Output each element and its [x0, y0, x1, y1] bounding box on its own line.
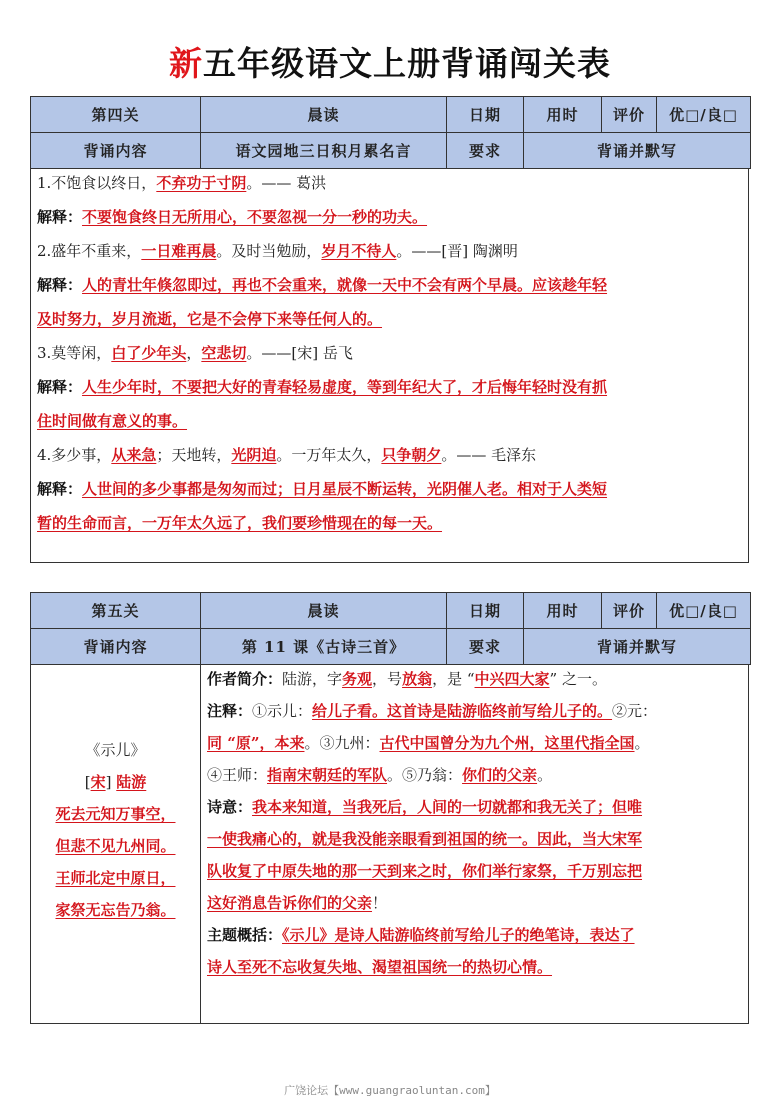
theme-summary: 主题概括：《示儿》是诗人陆游临终前写给儿子的绝笔诗，表达了: [207, 926, 635, 944]
date-label: 日期: [447, 97, 524, 133]
explanation-4: 解释：人世间的多少事都是匆匆而过；日月星辰不断运转，光阴催人老。相对于人类短: [37, 480, 608, 498]
date-label: 日期: [447, 593, 524, 629]
quote-1: 1.不饱食以终日，不弃功于寸阴。—— 葛洪: [37, 174, 327, 192]
requirement-value: 背诵并默写: [524, 133, 751, 169]
content-value: 语文园地三日积月累名言: [201, 133, 447, 169]
quote-4: 4.多少事，从来急；天地转，光阴迫。一万年太久，只争朝夕。—— 毛泽东: [37, 446, 537, 464]
time-label: 用时: [524, 593, 602, 629]
requirement-value: 背诵并默写: [524, 629, 751, 665]
poem-author: [宋] 陆游: [84, 773, 147, 791]
explanation-1: 解释：不要饱食终日无所用心，不要忽视一分一秒的功夫。: [37, 208, 428, 226]
level4-header-table: [30, 96, 751, 169]
poem-line: 家祭无忘告乃翁。: [55, 901, 176, 919]
level-label: 第四关: [31, 97, 201, 133]
poem-line: 但悲不见九州同。: [55, 837, 176, 855]
grade-checkboxes[interactable]: 优□/良□: [657, 97, 751, 133]
eval-label: 评价: [602, 593, 657, 629]
requirement-label: 要求: [447, 629, 524, 665]
session-label: 晨读: [201, 97, 447, 133]
author-intro: 作者简介：陆游，字务观，号放翁，是 “中兴四大家” 之一。: [207, 670, 607, 688]
grade-checkboxes[interactable]: 优□/良□: [657, 593, 751, 629]
quote-3: 3.莫等闲，白了少年头，空悲切。——[宋] 岳飞: [37, 344, 353, 362]
footer-watermark: 广饶论坛【www.guangraoluntan.com】: [284, 1084, 496, 1097]
level4-content: 1.不饱食以终日，不弃功于寸阴。—— 葛洪 解释：不要饱食终日无所用心，不要忽视一分一秒的功夫。 2.盛年不重来，一日难再晨。及时当勉励，岁月不待人。——[晋] 陶渊明 解释：人的青壮年倏忽即过，再也不会重来，就像一天中不会有两个早晨。应该趁年轻 及时努力，岁月流逝，它是不会停下来等任何人的。 3.莫等闲，白了少年头，空悲切。——[宋] 岳飞 解释：人生少年时，不要把大好的青春轻易虚度，等到年纪大了，才后悔年轻时没有抓 住时间做有意义的事。 4.多少事，从来急；天地转，光阴迫。一万年太久，只争朝夕。—— 毛泽东 解释：人世间的多少事都是匆匆而过；日月星辰不断运转，光阴催人老。相对于人类短 暂的生命而言，一万年太久远了，我们要珍惜现在的每一天。: [30, 168, 749, 563]
eval-label: 评价: [602, 97, 657, 133]
poem-line: 王师北定中原日，: [55, 869, 176, 887]
poem-line: 死去元知万事空，: [55, 805, 176, 823]
poem-column: [31, 664, 201, 1023]
session-label: 晨读: [201, 593, 447, 629]
page-title: 新五年级语文上册背诵闯关表: [169, 44, 611, 83]
quote-2: 2.盛年不重来，一日难再晨。及时当勉励，岁月不待人。——[晋] 陶渊明: [37, 242, 518, 260]
level5-content: [30, 664, 749, 1024]
explanation-3: 解释：人生少年时，不要把大好的青春轻易虚度，等到年纪大了，才后悔年轻时没有抓: [37, 378, 608, 396]
notes: 注释：①示儿：给儿子看。这首诗是陆游临终前写给儿子的。②元：: [207, 702, 658, 720]
content-label: 背诵内容: [31, 133, 201, 169]
content-value: 第 11 课《古诗三首》: [201, 629, 447, 665]
analysis-column: 作者简介：陆游，字务观，号放翁，是 “中兴四大家” 之一。 注释：①示儿：给儿子看。这首诗是陆游临终前写给儿子的。②元： 同 “原”，本来。③九州：古代中国曾分为九个州，这里代指全国。 ④王师：指南宋朝廷的军队。⑤乃翁：你们的父亲。 诗意：我本来知道，当我死后，人间的一切就都和我无关了；但唯 一使我痛心的，就是我没能亲眼看到祖国的统一。因此，当大宋军 队收复了中原失地的那一天到来之时，你们举行家祭，千万别忘把 这好消息告诉你们的父亲！ 主题概括：《示儿》是诗人陆游临终前写给儿子的绝笔诗，表达了 诗人至死不忘收复失地、渴望祖国统一的热切心情。: [201, 664, 748, 1023]
level-label: 第五关: [31, 593, 201, 629]
level5-header-table: [30, 592, 751, 665]
explanation-2: 解释：人的青壮年倏忽即过，再也不会重来，就像一天中不会有两个早晨。应该趁年轻: [37, 276, 608, 294]
content-label: 背诵内容: [31, 629, 201, 665]
requirement-label: 要求: [447, 133, 524, 169]
poem-title: 《示儿》: [85, 741, 146, 759]
time-label: 用时: [524, 97, 602, 133]
meaning: 诗意：我本来知道，当我死后，人间的一切就都和我无关了；但唯: [207, 798, 643, 816]
